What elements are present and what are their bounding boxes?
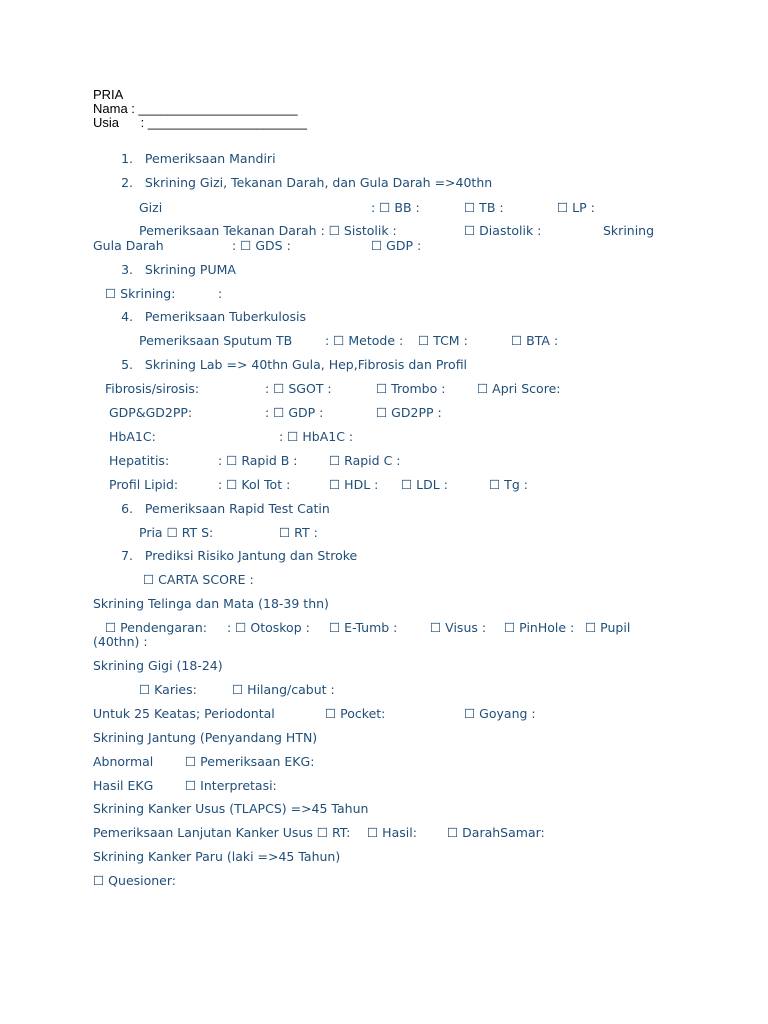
rapid-b-field[interactable]: : ☐ Rapid B : — [218, 453, 298, 468]
item-6: 6. Pemeriksaan Rapid Test Catin — [121, 501, 330, 516]
item-5: 5. Skrining Lab => 40thn Gula, Hep,Fibrosis dan Profil — [121, 357, 468, 372]
gdp-gd2pp-label: GDP&GD2PP: — [109, 405, 193, 420]
pinhole-field[interactable]: ☐ PinHole : — [504, 620, 575, 635]
karies-field[interactable]: ☐ Karies: — [139, 682, 197, 697]
sistolik-field[interactable]: Pemeriksaan Tekanan Darah : ☐ Sistolik : — [139, 223, 397, 238]
pemeriksaan-ekg-field[interactable]: ☐ Pemeriksaan EKG: — [185, 754, 315, 769]
item-2: 2. Skrining Gizi, Tekanan Darah, dan Gula Darah =>40thn — [121, 175, 493, 190]
metode-field[interactable]: : ☐ Metode : — [325, 333, 404, 348]
trombo-field[interactable]: ☐ Trombo : — [376, 381, 446, 396]
usus-hasil-field[interactable]: ☐ Hasil: — [367, 825, 417, 840]
hba1c-label: HbA1C: — [109, 429, 156, 444]
item-4: 4. Pemeriksaan Tuberkulosis — [121, 309, 306, 324]
form-title: PRIA — [93, 87, 124, 102]
hilang-cabut-field[interactable]: ☐ Hilang/cabut : — [232, 682, 335, 697]
hepatitis-label: Hepatitis: — [109, 453, 170, 468]
pupil-field[interactable]: ☐ Pupil — [585, 620, 631, 635]
ldl-field[interactable]: ☐ LDL : — [401, 477, 448, 492]
hba1c-field[interactable]: : ☐ HbA1C : — [279, 429, 354, 444]
hasil-ekg-label: Hasil EKG — [93, 778, 154, 793]
pupil-age-text: (40thn) : — [93, 634, 148, 649]
kanker-paru-heading: Skrining Kanker Paru (laki =>45 Tahun) — [93, 849, 341, 864]
apri-score-field[interactable]: ☐ Apri Score: — [477, 381, 561, 396]
sgot-field[interactable]: : ☐ SGOT : — [265, 381, 332, 396]
lp-field[interactable]: ☐ LP : — [557, 200, 595, 215]
bta-field[interactable]: ☐ BTA : — [511, 333, 559, 348]
gigi-heading: Skrining Gigi (18-24) — [93, 658, 223, 673]
fibrosis-label: Fibrosis/sirosis: — [105, 381, 200, 396]
item-1: 1. Pemeriksaan Mandiri — [121, 151, 276, 166]
puma-skrining-field[interactable]: ☐ Skrining: — [105, 286, 176, 301]
goyang-field[interactable]: ☐ Goyang : — [464, 706, 536, 721]
interpretasi-field[interactable]: ☐ Interpretasi: — [185, 778, 277, 793]
kol-tot-field[interactable]: : ☐ Kol Tot : — [218, 477, 291, 492]
sputum-label: Pemeriksaan Sputum TB — [139, 333, 293, 348]
jantung-heading: Skrining Jantung (Penyandang HTN) — [93, 730, 318, 745]
pendengaran-field[interactable]: ☐ Pendengaran: — [105, 620, 207, 635]
tb-field[interactable]: ☐ TB : — [464, 200, 504, 215]
visus-field[interactable]: ☐ Visus : — [430, 620, 487, 635]
tcm-field[interactable]: ☐ TCM : — [418, 333, 468, 348]
diastolik-field[interactable]: ☐ Diastolik : — [464, 223, 542, 238]
lab-gdp-field[interactable]: : ☐ GDP : — [265, 405, 324, 420]
rapid-c-field[interactable]: ☐ Rapid C : — [329, 453, 401, 468]
name-field: Nama : ______________________ — [93, 101, 298, 116]
item-7: 7. Prediksi Risiko Jantung dan Stroke — [121, 548, 358, 563]
gizi-label: Gizi — [139, 200, 163, 215]
puma-colon: : — [218, 286, 223, 301]
tg-field[interactable]: ☐ Tg : — [489, 477, 528, 492]
abnormal-label: Abnormal — [93, 754, 154, 769]
gds-field[interactable]: : ☐ GDS : — [232, 238, 291, 253]
gdp-field[interactable]: ☐ GDP : — [371, 238, 422, 253]
gd2pp-field[interactable]: ☐ GD2PP : — [376, 405, 442, 420]
usus-rt-field[interactable]: Pemeriksaan Lanjutan Kanker Usus ☐ RT: — [93, 825, 351, 840]
age-field: Usia : ______________________ — [93, 115, 307, 130]
rt-s-field[interactable]: Pria ☐ RT S: — [139, 525, 214, 540]
profil-lipid-label: Profil Lipid: — [109, 477, 179, 492]
bb-field[interactable]: : ☐ BB : — [371, 200, 420, 215]
gula-darah-label: Gula Darah — [93, 238, 164, 253]
skrining-label: Skrining — [603, 223, 655, 238]
quesioner-field[interactable]: ☐ Quesioner: — [93, 873, 177, 888]
periodontal-label: Untuk 25 Keatas; Periodontal — [93, 706, 275, 721]
rt-field[interactable]: ☐ RT : — [279, 525, 318, 540]
kanker-usus-heading: Skrining Kanker Usus (TLAPCS) =>45 Tahun — [93, 801, 369, 816]
e-tumb-field[interactable]: ☐ E-Tumb : — [329, 620, 398, 635]
item-3: 3. Skrining PUMA — [121, 262, 236, 277]
hdl-field[interactable]: ☐ HDL : — [329, 477, 379, 492]
otoskop-field[interactable]: : ☐ Otoskop : — [227, 620, 310, 635]
pocket-field[interactable]: ☐ Pocket: — [325, 706, 386, 721]
telinga-mata-heading: Skrining Telinga dan Mata (18-39 thn) — [93, 596, 329, 611]
darah-samar-field[interactable]: ☐ DarahSamar: — [447, 825, 545, 840]
carta-score-field[interactable]: ☐ CARTA SCORE : — [143, 572, 254, 587]
